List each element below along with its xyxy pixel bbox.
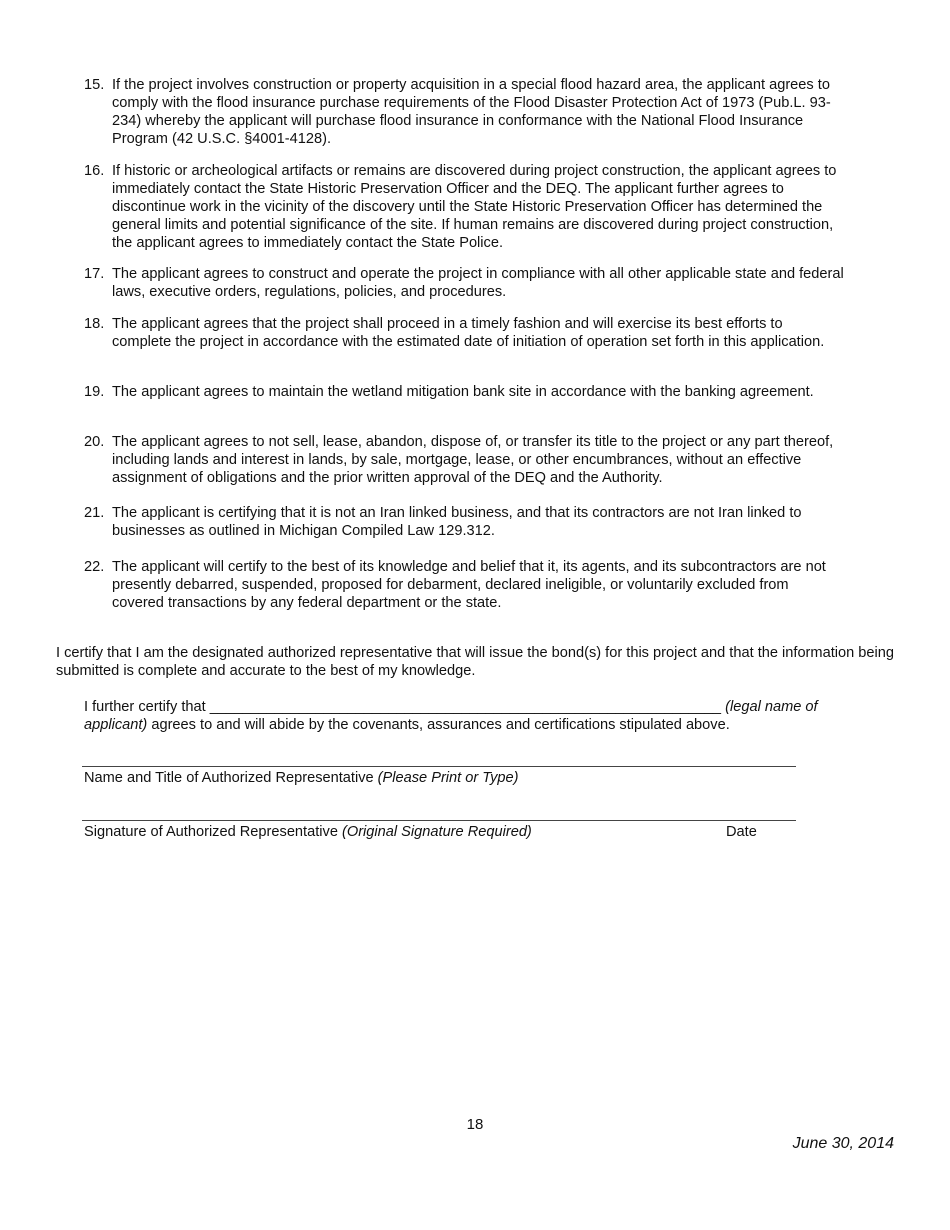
item-number: 20.	[84, 434, 105, 450]
name-title-line[interactable]	[82, 766, 796, 767]
item-number: 17.	[84, 266, 105, 282]
name-title-note: (Please Print or Type)	[377, 770, 519, 786]
list-item	[84, 558, 844, 612]
legal-name-blank[interactable]: _______________________________________________________________	[209, 699, 722, 715]
item-number: 21.	[84, 505, 105, 521]
item-number: 18.	[84, 316, 105, 332]
name-title-label-text: Name and Title of Authorized Representative	[84, 770, 378, 786]
item-text: The applicant agrees to not sell, lease, abandon, dispose of, or transfer its title to the project or any part thereof, including lands and interest in lands, by sale, mortgage, lease, or other encumbrances, without an effective assignment of obligations and the prior written approval of the DEQ and the Authority.	[112, 434, 834, 486]
item-number: 15.	[84, 77, 105, 93]
item-text: The applicant is certifying that it is not an Iran linked business, and that its contractors are not Iran linked to businesses as outlined in Michigan Compiled Law 129.312.	[112, 505, 802, 539]
item-text: If historic or archeological artifacts or remains are discovered during project construction, the applicant agrees to immediately contact the State Historic Preservation Officer and the DEQ. The applicant further agrees to discontinue work in the vicinity of the discovery until the State Historic Preservation Officer has determined the general limits and potential significance of the site. If human remains are discovered during project construction, the applicant agrees to immediately contact the State Police.	[112, 163, 837, 251]
further-prefix: I further certify that	[84, 699, 210, 715]
list-item	[84, 76, 844, 148]
item-text: The applicant agrees to construct and operate the project in compliance with all other applicable state and federal laws, executive orders, regulations, policies, and procedures.	[112, 266, 844, 300]
list-item	[84, 162, 844, 252]
signature-note: (Original Signature Required)	[341, 824, 532, 840]
list-item	[84, 383, 844, 401]
legal-name-note: (legal name of applicant)	[84, 699, 818, 733]
list-item	[84, 504, 844, 540]
item-number: 22.	[84, 559, 105, 575]
item-text: If the project involves construction or property acquisition in a special flood hazard area, the applicant agrees to comply with the flood insurance purchase requirements of the Flood Disaster Protection Act of 1973 (Pub.L. 93-234) whereby the applicant will purchase flood insurance in conformance with the National Flood Insurance Program (42 U.S.C. §4001-4128).	[112, 77, 831, 147]
item-text: The applicant agrees that the project shall proceed in a timely fashion and will exercise its best efforts to complete the project in accordance with the estimated date of initiation of operation set forth in this application.	[112, 316, 825, 350]
further-certification	[84, 698, 844, 734]
footer-date: June 30, 2014	[792, 1135, 894, 1152]
item-number: 16.	[84, 163, 105, 179]
item-text: The applicant will certify to the best of its knowledge and belief that it, its agents, and its subcontractors are not presently debarred, suspended, proposed for debarment, declared ineligible, or voluntarily excluded from covered transactions by any federal department or the state.	[112, 559, 826, 611]
list-item	[84, 433, 844, 487]
signature-label	[84, 823, 532, 841]
name-title-label	[84, 769, 519, 787]
item-number: 19.	[84, 384, 105, 400]
item-text: The applicant agrees to maintain the wetland mitigation bank site in accordance with the banking agreement.	[112, 384, 814, 400]
list-item	[84, 265, 844, 301]
further-suffix: agrees to and will abide by the covenants, assurances and certifications stipulated above.	[147, 717, 730, 733]
list-item	[84, 315, 844, 351]
certification-statement: I certify that I am the designated authorized representative that will issue the bond(s) for this project and that the information being submitted is complete and accurate to the best of my knowledge.	[56, 645, 894, 679]
signature-label-text: Signature of Authorized Representative	[84, 824, 342, 840]
signature-line[interactable]	[82, 820, 796, 821]
date-label: Date	[726, 824, 757, 840]
page-number: 18	[466, 1116, 484, 1133]
